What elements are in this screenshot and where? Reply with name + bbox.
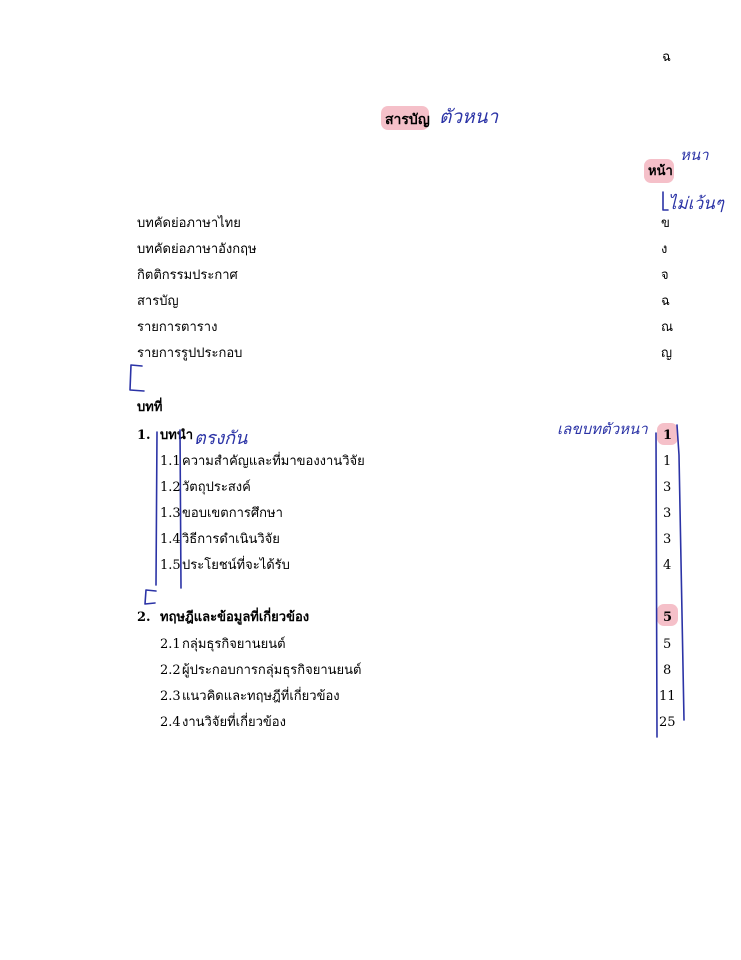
section-page: 8	[663, 663, 672, 678]
ink-bracket-frontmatter	[130, 365, 144, 391]
section-number: 1.1	[160, 454, 181, 469]
ink-line-page-left	[656, 433, 657, 737]
ink-line-page-right	[677, 425, 684, 720]
toc-entry-label: รายการรูปประกอบ	[137, 346, 243, 361]
ink-note-chapter-page: เลขบทตัวหนา	[557, 420, 648, 438]
toc-entry-page: จ	[661, 268, 669, 283]
ink-note-title: ตัวหนา	[439, 106, 499, 128]
ink-note-chapter: ตรงกัน	[194, 428, 248, 449]
section-number: 2.1	[160, 637, 181, 652]
toc-entry-label: รายการตาราง	[137, 320, 218, 335]
toc-entry-page: ง	[661, 242, 668, 257]
section-number: 2.4	[160, 715, 181, 730]
toc-entry-page: ข	[661, 216, 670, 231]
section-page: 4	[663, 558, 672, 573]
section-page: 3	[663, 532, 672, 547]
chapter-page: 1	[663, 428, 673, 443]
section-page: 3	[663, 506, 672, 521]
chapter-title: ทฤษฎีและข้อมูลที่เกี่ยวข้อง	[160, 610, 310, 625]
section-number: 1.2	[160, 480, 181, 495]
section-page: 3	[663, 480, 672, 495]
page-number: ฉ	[662, 50, 671, 65]
ink-note-page-header-2: ไม่เว้นๆ	[668, 194, 724, 214]
section-number: 1.3	[160, 506, 181, 521]
ink-line-section-left	[156, 432, 157, 585]
ink-note-page-header: หนา	[680, 146, 709, 164]
section-page: 1	[663, 454, 672, 469]
chapter-title: บทนำ	[160, 428, 194, 443]
section-label: ประโยชน์ที่จะได้รับ	[182, 558, 290, 573]
section-number: 1.5	[160, 558, 181, 573]
section-label: ขอบเขตการศึกษา	[182, 506, 283, 521]
chapter-page: 5	[663, 610, 673, 625]
chapter-number: 2.	[137, 610, 151, 625]
section-label: งานวิจัยที่เกี่ยวข้อง	[182, 715, 286, 730]
section-page: 5	[663, 637, 672, 652]
toc-entry-page: ฉ	[661, 294, 670, 309]
section-label: ความสำคัญและที่มาของงานวิจัย	[182, 454, 365, 469]
section-label: ผู้ประกอบการกลุ่มธุรกิจยานยนต์	[182, 663, 362, 678]
toc-entry-page: ญ	[661, 346, 673, 361]
chapters-header: บทที่	[137, 400, 163, 415]
toc-entry-label: กิตติกรรมประกาศ	[137, 268, 238, 283]
page-column-header: หน้า	[648, 164, 673, 179]
toc-entry-label: สารบัญ	[137, 294, 179, 309]
ink-bracket-chapter2	[145, 590, 156, 604]
toc-entry-page: ณ	[661, 320, 674, 335]
toc-entry-label: บทคัดย่อภาษาอังกฤษ	[137, 242, 257, 257]
section-page: 11	[659, 689, 676, 704]
section-label: กลุ่มธุรกิจยานยนต์	[182, 637, 286, 652]
section-number: 2.2	[160, 663, 181, 678]
page-title: สารบัญ	[385, 112, 430, 128]
section-number: 2.3	[160, 689, 181, 704]
section-number: 1.4	[160, 532, 181, 547]
section-label: วิธีการดำเนินวิจัย	[182, 532, 280, 547]
section-page: 25	[659, 715, 676, 730]
section-label: แนวคิดและทฤษฎีที่เกี่ยวข้อง	[182, 689, 340, 704]
toc-entry-label: บทคัดย่อภาษาไทย	[137, 216, 241, 231]
chapter-number: 1.	[137, 428, 151, 443]
section-label: วัตถุประสงค์	[182, 480, 251, 495]
